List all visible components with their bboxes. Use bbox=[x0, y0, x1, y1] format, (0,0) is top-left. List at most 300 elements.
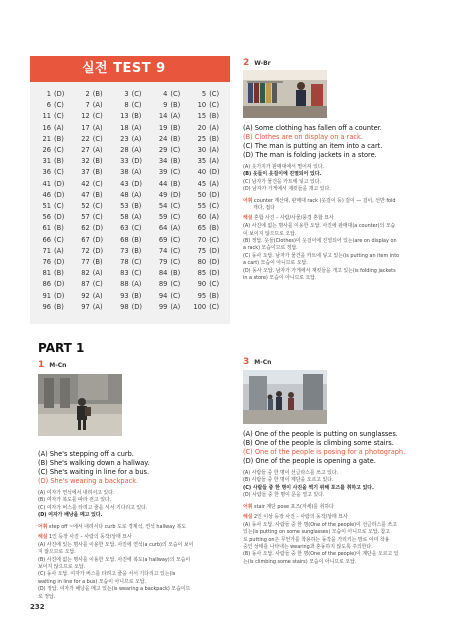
answer-choice: (B) bbox=[54, 134, 64, 143]
question-number: 65 bbox=[197, 224, 207, 233]
q1-explanation-line: 보이지 않으므로 오답. bbox=[38, 564, 86, 570]
answer-choice: (C) bbox=[209, 90, 220, 98]
question-number: 4 bbox=[163, 90, 168, 98]
q1-option: (B) She's walking down a hallway. bbox=[38, 459, 150, 467]
answer-choice: (B) bbox=[209, 224, 219, 233]
answer-choice: (B) bbox=[131, 235, 142, 244]
answer-choice: (A) bbox=[92, 302, 103, 311]
answer-key-item bbox=[189, 111, 228, 122]
q1-vocab bbox=[38, 524, 186, 531]
answer-key-item bbox=[112, 279, 151, 290]
question-number: 7 bbox=[85, 101, 90, 110]
answer-choice: (C) bbox=[209, 202, 220, 211]
answer-choice: (C) bbox=[209, 101, 220, 110]
answer-key-item bbox=[73, 302, 112, 313]
q1-translation: (B) 여자가 복도를 따라 걷고 있다. bbox=[38, 497, 112, 504]
answer-key-item bbox=[34, 279, 73, 290]
question-number: 84 bbox=[158, 269, 168, 278]
q2-translation: (C) 남자가 물건을 카트에 넣고 있다. bbox=[243, 178, 321, 185]
question-number: 21 bbox=[42, 134, 51, 143]
question-number: 23 bbox=[120, 134, 129, 143]
answer-choice: (B) bbox=[209, 291, 219, 300]
question-number: 98 bbox=[120, 302, 129, 311]
question-number: 93 bbox=[120, 291, 129, 300]
answer-choice: (A) bbox=[131, 168, 142, 177]
answer-choice: (B) bbox=[170, 179, 181, 188]
answer-choice: (A) bbox=[92, 101, 103, 110]
answer-choice: (B) bbox=[170, 123, 181, 132]
q1-option: (C) She's waiting in line for a bus. bbox=[38, 468, 150, 476]
answer-key-item bbox=[150, 89, 189, 100]
q1-explanation-line: (D) 정답. 여자가 배낭을 메고 있는(is wearing a backpack) 모습이므 bbox=[38, 586, 191, 593]
q2-translation: (B) 옷들이 옷걸이에 진열되어 있다. bbox=[243, 171, 322, 178]
question-number: 69 bbox=[158, 235, 168, 244]
answer-choice: (A) bbox=[92, 123, 103, 132]
answer-key-item bbox=[189, 190, 228, 201]
q1-translation: (C) 여자가 버스를 타려고 줄을 서서 기다리고 있다. bbox=[38, 504, 148, 511]
answer-key-item bbox=[73, 212, 112, 223]
q2-option: (C) The man is putting an item into a cart. bbox=[243, 142, 383, 150]
question-number: 97 bbox=[81, 302, 90, 311]
answer-choice: (C) bbox=[92, 280, 103, 289]
answer-choice: (C) bbox=[170, 168, 181, 177]
question-number: 87 bbox=[81, 280, 90, 289]
answer-key-item bbox=[34, 111, 73, 122]
answer-key-item bbox=[73, 134, 112, 145]
question-number: 50 bbox=[197, 190, 207, 199]
answer-choice: (C) bbox=[54, 146, 64, 155]
answer-key-item bbox=[34, 179, 73, 190]
answer-key-item bbox=[73, 100, 112, 111]
q1-explanation-line: (B) 사진에 없는 명사를 이용한 오답. 사진에 복도(a hallway)의 모습이 bbox=[38, 556, 191, 563]
answer-key-item bbox=[112, 235, 151, 246]
answer-key-item bbox=[73, 279, 112, 290]
answer-choice: (A) bbox=[92, 269, 103, 278]
answer-key-item bbox=[189, 201, 228, 212]
answer-choice: (D) bbox=[54, 280, 65, 289]
question-number: 6 bbox=[46, 101, 51, 110]
answer-key-item bbox=[189, 134, 228, 145]
answer-key-item bbox=[150, 291, 189, 302]
question-number: 14 bbox=[158, 112, 168, 121]
question-number: 57 bbox=[81, 213, 90, 222]
question-number: 22 bbox=[81, 134, 90, 143]
answer-choice: (D) bbox=[209, 269, 220, 278]
q2-explanation-line: 이 보이지 않으므로 오답. bbox=[243, 230, 297, 237]
answer-key-item bbox=[34, 201, 73, 212]
answer-choice: (C) bbox=[54, 202, 64, 211]
page-number: 232 bbox=[30, 603, 45, 611]
q3-translation: (D) 사람들 중 한 명이 문을 열고 있다. bbox=[243, 492, 325, 499]
answer-choice: (B) bbox=[131, 202, 142, 211]
q3-option: (B) One of the people is climbing some stairs. bbox=[243, 439, 394, 447]
answer-choice: (C) bbox=[131, 269, 142, 278]
q1-header bbox=[38, 360, 66, 370]
question-number: 16 bbox=[42, 123, 51, 132]
answer-choice: (C) bbox=[92, 179, 103, 188]
answer-choice: (B) bbox=[54, 224, 64, 233]
answer-key-item bbox=[189, 223, 228, 234]
answer-key-item bbox=[34, 89, 73, 100]
q3-vocab-text: stair 계단 pose 포즈(자세)를 취하다 bbox=[254, 503, 334, 510]
answer-key-item bbox=[73, 246, 112, 257]
answer-choice: (C) bbox=[170, 291, 181, 300]
q3-speaker: M-Cn bbox=[254, 359, 272, 366]
answer-key-item bbox=[73, 145, 112, 156]
answer-key-item bbox=[189, 268, 228, 279]
question-number: 3 bbox=[124, 90, 129, 98]
answer-choice: (A) bbox=[209, 123, 219, 132]
answer-choice: (D) bbox=[209, 258, 220, 267]
answer-key-item bbox=[34, 134, 73, 145]
answer-key-item bbox=[73, 235, 112, 246]
answer-key-item bbox=[73, 223, 112, 234]
answer-key-item bbox=[189, 123, 228, 134]
answer-key-item bbox=[189, 291, 228, 302]
q3-translation: (C) 사람들 중 한 명이 사진을 찍기 위해 포즈를 취하고 있다. bbox=[243, 484, 374, 491]
answer-key-item bbox=[189, 89, 228, 100]
part-title: PART 1 bbox=[38, 341, 85, 355]
question-number: 9 bbox=[163, 101, 168, 110]
answer-choice: (C) bbox=[170, 146, 181, 155]
question-number: 53 bbox=[120, 202, 129, 211]
q3-explanation-line: (A) 동사 오답. 사람들 중 한 명(One of the people)이 선글라스를 쓰고 bbox=[243, 521, 397, 528]
q2-number: 2 bbox=[243, 58, 250, 68]
q2-vocab-label: 어휘 bbox=[243, 197, 253, 204]
q1-translation: (D) 여자가 배낭을 메고 있다. bbox=[38, 512, 103, 519]
answer-choice: (D) bbox=[170, 190, 181, 199]
question-number: 1 bbox=[46, 90, 51, 98]
answer-key-item bbox=[189, 212, 228, 223]
q2-explanation-line: a rack) 모습이므로 정답. bbox=[243, 245, 298, 252]
q3-translation: (B) 사람들 중 한 명이 계단을 오르고 있다. bbox=[243, 477, 334, 484]
q2-explanation-title-text: 혼합 사진 – 사람/사물/풍경 혼합 묘사 bbox=[254, 215, 334, 222]
question-number: 19 bbox=[158, 123, 168, 132]
question-number: 2 bbox=[85, 90, 90, 98]
question-number: 46 bbox=[42, 190, 51, 199]
answer-choice: (C) bbox=[209, 235, 220, 244]
answer-key-item bbox=[112, 268, 151, 279]
q3-option: (D) One of the people is opening a gate. bbox=[243, 457, 376, 465]
answer-key-item bbox=[150, 134, 189, 145]
answer-key-item bbox=[112, 291, 151, 302]
answer-key-item bbox=[150, 212, 189, 223]
question-number: 40 bbox=[197, 168, 207, 177]
q3-explanation-line: (B) 동사 오답. 사람들 중 한 명(One of the people)이 계단을 오르고 있 bbox=[243, 551, 399, 558]
answer-key-item bbox=[150, 167, 189, 178]
question-number: 71 bbox=[42, 246, 51, 255]
question-number: 29 bbox=[158, 146, 168, 155]
question-number: 56 bbox=[42, 213, 51, 222]
question-number: 83 bbox=[120, 269, 129, 278]
q3-explanation-line: 로 putting on은 무언가를 착용하는 동작을 가리키는 말로 이미 착용 bbox=[243, 536, 390, 543]
q1-explanation-line: (C) 동사 오답. 여자가 버스를 타려고 줄을 서서 기다리고 있는(is bbox=[38, 571, 176, 578]
answer-choice: (C) bbox=[54, 235, 64, 244]
question-number: 73 bbox=[120, 246, 129, 255]
q3-explanation-line: 있는(is putting on some sunglasses) 모습이 아니므로 오답. 참고 bbox=[243, 529, 390, 536]
question-number: 5 bbox=[201, 90, 207, 98]
question-number: 70 bbox=[197, 235, 207, 244]
answer-key-item bbox=[34, 190, 73, 201]
answer-key-item bbox=[150, 279, 189, 290]
answer-key-item bbox=[189, 257, 228, 268]
q1-explanation-title-text: 1인 등장 사진 – 사람의 동작/상태 묘사 bbox=[49, 534, 132, 540]
question-number: 34 bbox=[158, 157, 168, 166]
question-number: 94 bbox=[158, 291, 168, 300]
question-number: 77 bbox=[81, 258, 90, 267]
answer-choice: (D) bbox=[54, 213, 65, 222]
question-number: 17 bbox=[81, 123, 90, 132]
answer-key-item bbox=[189, 302, 228, 313]
answer-choice: (D) bbox=[209, 190, 220, 199]
answer-key-item bbox=[150, 111, 189, 122]
question-number: 42 bbox=[81, 179, 90, 188]
q2-explanation-title bbox=[243, 215, 334, 222]
q3-photo bbox=[243, 370, 327, 424]
answer-choice: (B) bbox=[92, 168, 103, 177]
answer-choice: (B) bbox=[54, 302, 64, 311]
answer-choice: (D) bbox=[209, 168, 220, 177]
question-number: 49 bbox=[158, 190, 168, 199]
answer-key-item bbox=[112, 246, 151, 257]
q3-explanation-line: 중인 상태를 나타내는 wearing과 혼동하지 않도록 주의한다. bbox=[243, 544, 373, 550]
answer-key-item bbox=[112, 167, 151, 178]
answer-choice: (B) bbox=[170, 157, 181, 166]
answer-key-item bbox=[189, 145, 228, 156]
answer-key-item bbox=[112, 179, 151, 190]
question-number: 37 bbox=[81, 168, 90, 177]
q1-explanation-line: waiting in line for a bus) 모습이 아니므로 오답. bbox=[38, 578, 147, 585]
answer-choice: (C) bbox=[54, 168, 64, 177]
answer-choice: (A) bbox=[92, 146, 103, 155]
answer-key-item bbox=[112, 190, 151, 201]
answer-choice: (B) bbox=[92, 157, 103, 166]
question-number: 80 bbox=[197, 258, 207, 267]
answer-choice: (B) bbox=[209, 134, 219, 143]
q3-explanation-line: 는(is climbing some stairs) 모습이 아니므로 오답. bbox=[243, 558, 357, 565]
q2-explanation-line: (A) 사진에 없는 명사를 이용한 오답. 사진에 판매대(a counter)의 모습 bbox=[243, 223, 396, 230]
question-number: 92 bbox=[81, 291, 90, 300]
question-number: 82 bbox=[81, 269, 90, 278]
answer-choice: (B) bbox=[54, 157, 64, 166]
answer-choice: (A) bbox=[209, 213, 219, 222]
test-title: 실전 TEST 9 bbox=[30, 56, 230, 82]
question-number: 8 bbox=[124, 101, 129, 110]
answer-key-item bbox=[150, 268, 189, 279]
q3-explanation-title-text: 2인 이상 등장 사진 – 사람의 동작/상태 묘사 bbox=[254, 514, 348, 520]
q3-option: (C) One of the people is posing for a photograph. bbox=[243, 448, 406, 456]
question-number: 90 bbox=[197, 280, 207, 289]
q1-speaker: M-Cn bbox=[49, 362, 67, 369]
question-number: 15 bbox=[197, 112, 207, 121]
answer-choice: (B) bbox=[92, 258, 103, 267]
answer-key-item bbox=[112, 89, 151, 100]
question-number: 91 bbox=[42, 291, 51, 300]
q1-photo bbox=[38, 374, 122, 436]
answer-choice: (B) bbox=[170, 269, 181, 278]
question-number: 86 bbox=[42, 280, 51, 289]
answer-key-item bbox=[34, 235, 73, 246]
answer-choice: (D) bbox=[131, 157, 142, 166]
answer-key-item bbox=[150, 145, 189, 156]
q1-translation: (A) 여자가 연석에서 내려서고 있다. bbox=[38, 490, 115, 496]
answer-key-item bbox=[112, 134, 151, 145]
answer-choice: (C) bbox=[131, 224, 142, 233]
answer-choice: (C) bbox=[131, 90, 142, 98]
q2-explanation-line: in a store) 모습이 아니므로 오답. bbox=[243, 275, 317, 281]
q2-speaker: W-Br bbox=[254, 60, 271, 67]
answer-choice: (C) bbox=[131, 101, 142, 110]
q1-explanation-line: 지 않으므로 오답. bbox=[38, 549, 76, 556]
q2-translation: (A) 옷가지가 판매대에서 떨어져 있다. bbox=[243, 164, 325, 170]
answer-choice: (C) bbox=[170, 202, 181, 211]
answer-choice: (D) bbox=[92, 246, 104, 255]
q2-explanation-line: (D) 동사 오답. 남자가 가게에서 재킷들을 개고 있는(is folding jackets bbox=[243, 267, 396, 274]
answer-key-item bbox=[112, 100, 151, 111]
question-number: 45 bbox=[197, 179, 207, 188]
answer-key-item bbox=[150, 123, 189, 134]
answer-key-item bbox=[73, 268, 112, 279]
answer-choice: (C) bbox=[170, 90, 181, 98]
question-number: 85 bbox=[197, 269, 207, 278]
question-number: 88 bbox=[120, 280, 129, 289]
q1-vocab-text: step off ~에서 내려서다 curb 도로 경계석, 연석 hallway 복도 bbox=[49, 523, 187, 530]
answer-key-item bbox=[73, 111, 112, 122]
answer-key-item bbox=[150, 302, 189, 313]
question-number: 55 bbox=[197, 202, 207, 211]
answer-key-item bbox=[34, 291, 73, 302]
answer-choice: (A) bbox=[54, 123, 64, 132]
answer-choice: (B) bbox=[92, 90, 103, 98]
answer-key-item bbox=[34, 123, 73, 134]
question-number: 61 bbox=[42, 224, 51, 233]
answer-key-item bbox=[34, 257, 73, 268]
answer-choice: (C) bbox=[92, 213, 103, 222]
q2-vocab-cont: 개다, 접다 bbox=[253, 205, 276, 211]
answer-key-item bbox=[73, 89, 112, 100]
answer-choice: (A) bbox=[54, 246, 64, 255]
question-number: 67 bbox=[81, 235, 90, 244]
question-number: 32 bbox=[81, 157, 90, 166]
answer-key-item bbox=[73, 201, 112, 212]
answer-key-box bbox=[30, 56, 230, 324]
q1-explanation-line: 로 정답. bbox=[38, 593, 56, 600]
q2-explanation-line: (B) 정답. 옷들(Clothes)이 옷걸이에 진열되어 있는(are on display on bbox=[243, 238, 397, 244]
q1-option: (D) She's wearing a backpack. bbox=[38, 477, 139, 485]
question-number: 39 bbox=[158, 168, 168, 177]
answer-choice: (C) bbox=[54, 101, 64, 110]
answer-choice: (D) bbox=[92, 235, 104, 244]
q2-vocab bbox=[243, 198, 396, 205]
answer-choice: (C) bbox=[92, 112, 103, 121]
answer-key-item bbox=[34, 212, 73, 223]
question-number: 66 bbox=[42, 235, 51, 244]
question-number: 81 bbox=[42, 269, 51, 278]
question-number: 30 bbox=[197, 146, 207, 155]
answer-key-item bbox=[150, 156, 189, 167]
answer-key-item bbox=[34, 167, 73, 178]
q3-translation: (A) 사람들 중 한 명이 선글라스를 쓰고 있다. bbox=[243, 470, 339, 476]
q3-vocab bbox=[243, 504, 334, 511]
answer-key-item bbox=[112, 111, 151, 122]
answer-choice: (C) bbox=[54, 112, 64, 121]
question-number: 10 bbox=[197, 101, 207, 110]
answer-choice: (A) bbox=[209, 179, 219, 188]
answer-choice: (B) bbox=[170, 101, 181, 110]
answer-key-item bbox=[112, 123, 151, 134]
question-number: 63 bbox=[120, 224, 129, 233]
answer-choice: (C) bbox=[92, 134, 103, 143]
q1-option: (A) She's stepping off a curb. bbox=[38, 450, 134, 458]
question-number: 48 bbox=[120, 190, 129, 199]
answer-choice: (B) bbox=[92, 190, 103, 199]
answer-choice: (D) bbox=[209, 246, 220, 255]
q2-header bbox=[243, 58, 271, 68]
answer-key-item bbox=[189, 167, 228, 178]
q3-option: (A) One of the people is putting on sunglasses. bbox=[243, 430, 398, 438]
answer-choice: (C) bbox=[170, 280, 181, 289]
question-number: 59 bbox=[158, 213, 168, 222]
question-number: 62 bbox=[81, 224, 90, 233]
question-number: 25 bbox=[197, 134, 207, 143]
question-number: 47 bbox=[81, 190, 90, 199]
answer-key-item bbox=[150, 201, 189, 212]
answer-choice: (A) bbox=[131, 146, 142, 155]
answer-key-item bbox=[189, 235, 228, 246]
answer-choice: (D) bbox=[92, 224, 104, 233]
answer-choice: (B) bbox=[131, 291, 142, 300]
question-number: 95 bbox=[197, 291, 207, 300]
q2-option: (B) Clothes are on display on a rack. bbox=[243, 133, 363, 141]
answer-choice: (B) bbox=[54, 269, 64, 278]
question-number: 11 bbox=[42, 112, 51, 121]
answer-key-item bbox=[112, 145, 151, 156]
question-number: 64 bbox=[158, 224, 168, 233]
q3-explanation-title bbox=[243, 514, 348, 521]
answer-key-item bbox=[112, 257, 151, 268]
answer-choice: (C) bbox=[131, 258, 142, 267]
q1-number: 1 bbox=[38, 360, 45, 370]
answer-choice: (B) bbox=[170, 134, 181, 143]
answer-key-item bbox=[34, 268, 73, 279]
answer-choice: (D) bbox=[54, 190, 65, 199]
question-number: 28 bbox=[120, 146, 129, 155]
answer-choice: (C) bbox=[170, 213, 181, 222]
question-number: 13 bbox=[120, 112, 129, 121]
answer-choice: (D) bbox=[131, 179, 142, 188]
q3-number: 3 bbox=[243, 357, 250, 367]
q2-option: (A) Some clothing has fallen off a counter. bbox=[243, 124, 382, 132]
question-number: 24 bbox=[158, 134, 168, 143]
question-number: 52 bbox=[81, 202, 90, 211]
answer-key-item bbox=[34, 156, 73, 167]
answer-key-item bbox=[34, 246, 73, 257]
q2-explanation-line: (C) 동사 오답. 남자가 물건을 카트에 넣고 있는(is putting an item into bbox=[243, 252, 400, 259]
q2-photo bbox=[243, 70, 327, 118]
answer-choice: (C) bbox=[170, 258, 181, 267]
answer-choice: (B) bbox=[131, 246, 142, 255]
answer-key-item bbox=[150, 257, 189, 268]
q2-translation: (D) 남자가 가게에서 재킷들을 개고 있다. bbox=[243, 186, 331, 193]
question-number: 44 bbox=[158, 179, 168, 188]
question-number: 74 bbox=[158, 246, 168, 255]
answer-choice: (A) bbox=[170, 224, 181, 233]
answer-key-item bbox=[112, 223, 151, 234]
answer-choice: (C) bbox=[209, 280, 220, 289]
answer-choice: (C) bbox=[92, 202, 103, 211]
answer-key-item bbox=[73, 291, 112, 302]
q1-explanation-title-label: 해설 bbox=[38, 534, 48, 540]
